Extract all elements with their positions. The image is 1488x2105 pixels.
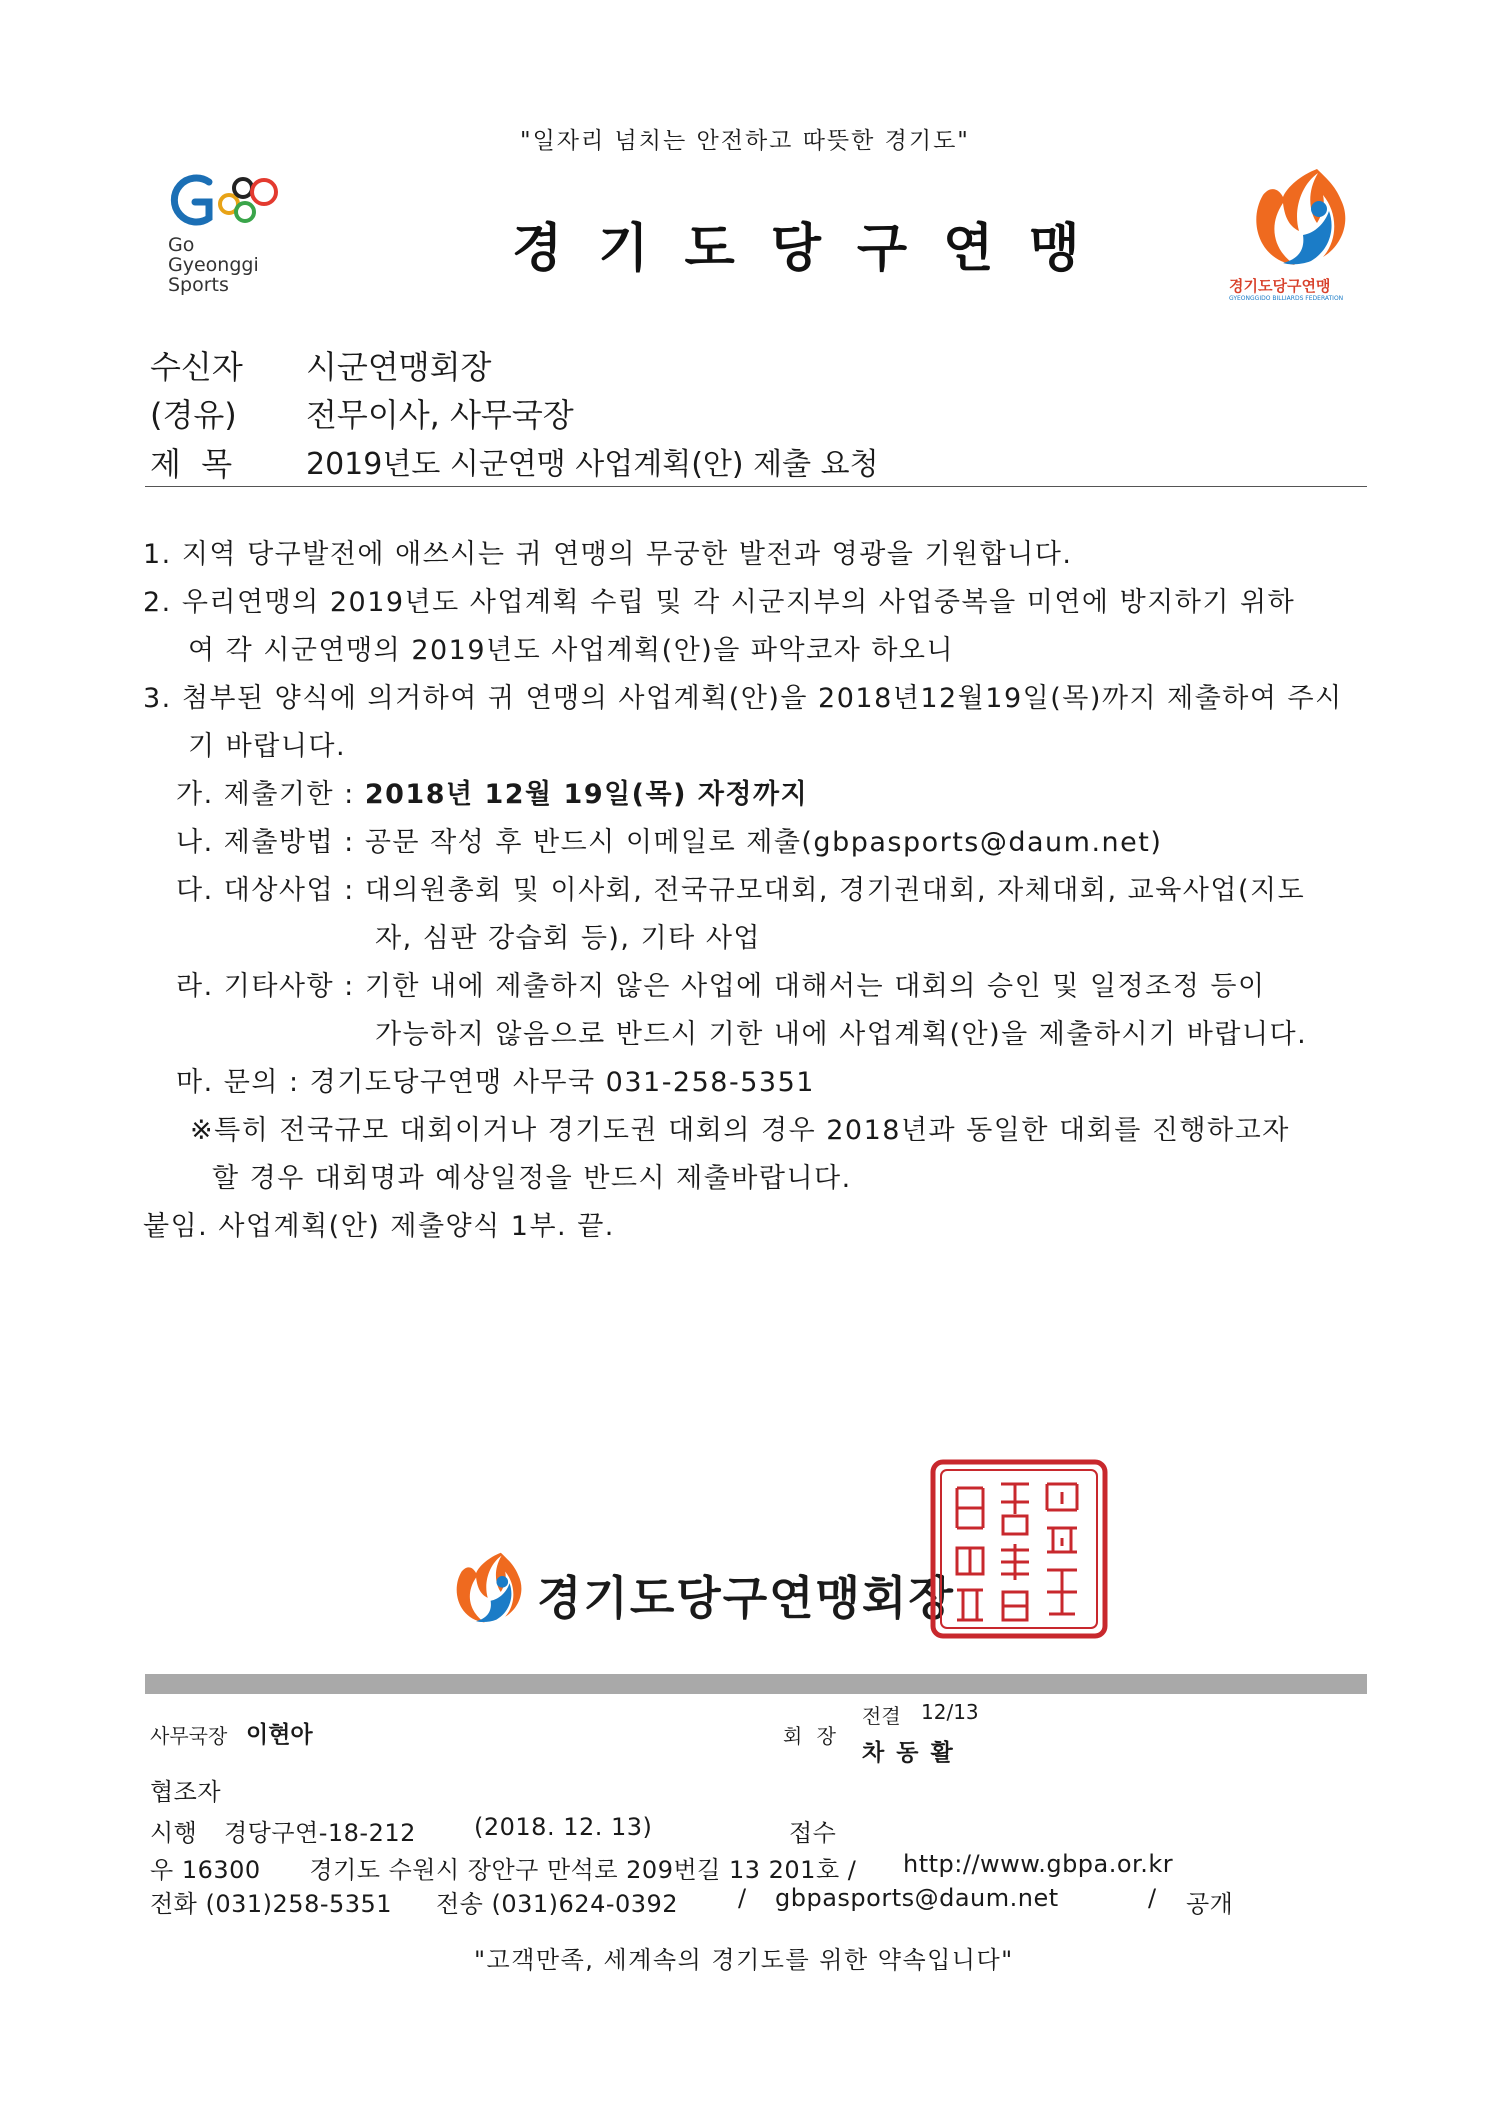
issue-date: (2018. 12. 13) (474, 1813, 653, 1841)
signature-flame-icon (447, 1548, 527, 1628)
recipient-value: 시군연맹회장 (306, 348, 492, 386)
receipt-label: 접수 (789, 1819, 837, 1847)
postal-address: 우 16300 경기도 수원시 장안구 만석로 209번길 13 201호 / (150, 1856, 857, 1884)
president-name: 차 동 활 (862, 1740, 955, 1766)
subject-value: 2019년도 시군연맹 사업계획(안) 제출 요청 (306, 447, 879, 482)
via-label: (경유) (150, 396, 237, 434)
fax-number: 전송 (031)624-0392 (436, 1890, 679, 1918)
paragraph-1: 1. 지역 당구발전에 애쓰시는 귀 연맹의 무궁한 발전과 영광을 기원합니다. (143, 539, 1073, 570)
secretary-general-label: 사무국장 (150, 1724, 228, 1748)
item-na: 나. 제출방법 : 공문 작성 후 반드시 이메일로 제출(gbpasports@daum.net) (176, 827, 1163, 858)
item-ma: 마. 문의 : 경기도당구연맹 사무국 031-258-5351 (176, 1067, 815, 1098)
delegated-approval-label: 전결 (862, 1704, 901, 1728)
approval-separator-bar (145, 1674, 1367, 1694)
top-slogan: "일자리 넘치는 안전하고 따뜻한 경기도" (520, 128, 970, 154)
approval-date: 12/13 (921, 1700, 979, 1724)
recipient-label: 수신자 (150, 348, 243, 386)
logo-text-go: Go (168, 234, 195, 256)
bottom-slogan: "고객만족, 세계속의 경기도를 위한 약속입니다" (474, 1946, 1014, 1974)
issue-label: 시행 (150, 1819, 198, 1847)
item-ga (176, 772, 808, 811)
paragraph-2-line-2: 여 각 시군연맹의 2019년도 사업계획(안)을 파악코자 하오니 (188, 635, 955, 666)
federation-logo-name: 경기도당구연맹 (1229, 277, 1331, 295)
issue-number: 경당구연-18-212 (224, 1819, 416, 1847)
paragraph-3-line-2: 기 바랍니다. (188, 731, 347, 762)
note-line-2: 할 경우 대회명과 예상일정을 반드시 제출바랍니다. (212, 1163, 852, 1194)
cooperator-label: 협조자 (150, 1778, 222, 1806)
federation-logo-sub: GYEONGGIDO BILLIARDS FEDERATION (1229, 295, 1344, 302)
note-line-1: ※특히 전국규모 대회이거나 경기도권 대회의 경우 2018년과 동일한 대회를 진행하고자 (190, 1115, 1290, 1146)
header-divider (145, 486, 1367, 487)
item-da-line-1: 다. 대상사업 : 대의원총회 및 이사회, 전국규모대회, 경기권대회, 자체대회, 교육사업(지도 (176, 875, 1306, 906)
flame-emblem-icon (1243, 165, 1353, 270)
footer-separator-1: / (738, 1884, 747, 1912)
president-label: 회 장 (783, 1724, 840, 1748)
go-gyeonggi-sports-logo (165, 168, 295, 303)
item-ga-label: 가. 제출기한 : (176, 779, 365, 810)
logo-text-gyeonggi: Gyeonggi (168, 254, 259, 276)
footer-separator-2: / (1148, 1884, 1157, 1912)
deadline-value: 2018년 12월 19일(목) 자정까지 (364, 779, 809, 810)
attachment-line: 붙임. 사업계획(안) 제출양식 1부. 끝. (143, 1211, 615, 1242)
official-seal-icon (929, 1458, 1109, 1640)
document-title: 경기도당구연맹 (512, 219, 1116, 279)
item-da-line-2: 자, 심판 강습회 등), 기타 사업 (375, 923, 762, 954)
logo-text-sports: Sports (168, 274, 229, 296)
item-ra-line-1: 라. 기타사항 : 기한 내에 제출하지 않은 사업에 대해서는 대회의 승인 및 일정조정 등이 (176, 971, 1266, 1002)
disclosure-status: 공개 (1186, 1890, 1234, 1918)
email-link[interactable]: gbpasports@daum.net (775, 1884, 1059, 1912)
phone-number: 전화 (031)258-5351 (150, 1890, 393, 1918)
secretary-general-name: 이현아 (246, 1722, 313, 1748)
paragraph-3-line-1: 3. 첨부된 양식에 의거하여 귀 연맹의 사업계획(안)을 2018년12월19일(목)까지 제출하여 주시 (143, 683, 1343, 714)
via-value: 전무이사, 사무국장 (306, 396, 574, 434)
item-ra-line-2: 가능하지 않음으로 반드시 기한 내에 사업계획(안)을 제출하시기 바랍니다. (375, 1019, 1308, 1050)
subject-label: 제 목 (150, 445, 233, 483)
website-link[interactable]: http://www.gbpa.or.kr (903, 1850, 1174, 1878)
federation-logo (1225, 165, 1370, 310)
signature-name: 경기도당구연맹회장 (537, 1571, 955, 1625)
paragraph-2-line-1: 2. 우리연맹의 2019년도 사업계획 수립 및 각 시군지부의 사업중복을 미연에 방지하기 위하 (143, 587, 1296, 618)
olympic-rings-icon (165, 168, 285, 238)
